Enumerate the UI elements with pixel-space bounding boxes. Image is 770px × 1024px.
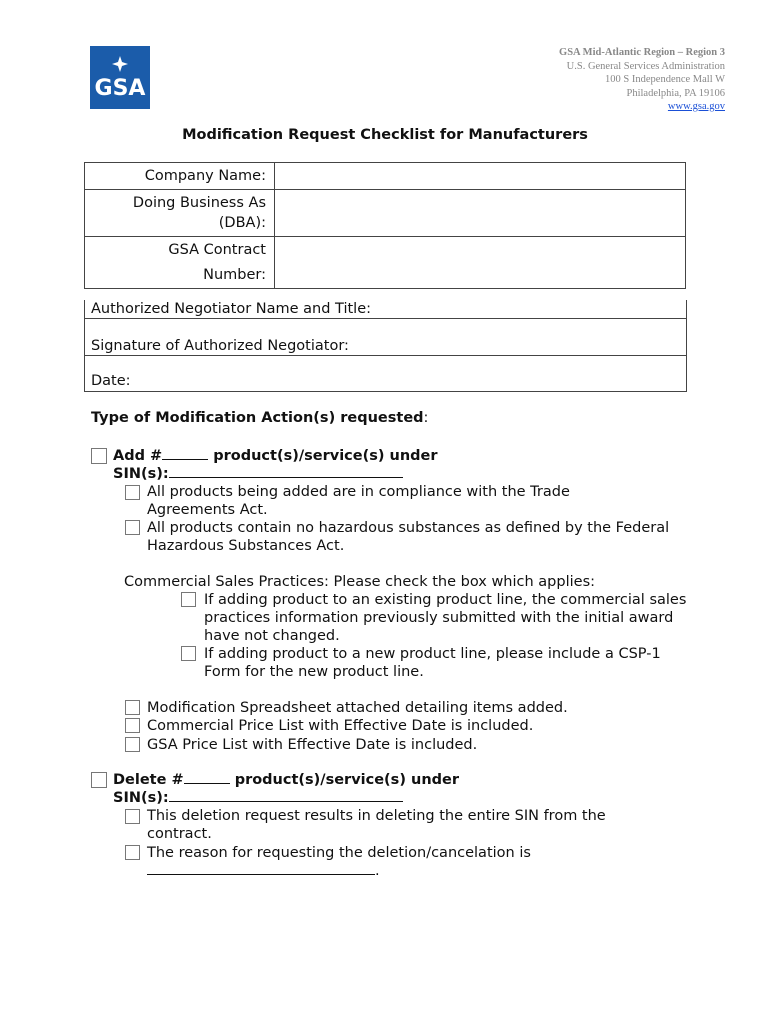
contract-number-label: GSA Contract Number: [85, 237, 275, 289]
commercial-price-list-text: Commercial Price List with Effective Date is included. [147, 718, 534, 734]
delete-reason-text: The reason for requesting the deletion/cancelation is . [147, 845, 531, 879]
date-label: Date: [91, 373, 131, 389]
csp-new-line-checkbox[interactable] [181, 646, 196, 661]
dba-field[interactable] [275, 190, 686, 237]
region-name: GSA Mid-Atlantic Region – Region 3 [559, 47, 725, 58]
add-trade-agreements-text: All products being added are in compliance with the Trade Agreements Act. [147, 484, 570, 518]
contract-number-field[interactable] [275, 237, 686, 289]
gsa-star-icon [112, 56, 128, 72]
company-name-field[interactable] [275, 163, 686, 190]
commercial-price-list-checkbox[interactable] [125, 718, 140, 733]
add-trade-agreements-checkbox[interactable] [125, 485, 140, 500]
delete-reason-checkbox[interactable] [125, 845, 140, 860]
add-hazardous-checkbox[interactable] [125, 520, 140, 535]
agency-name: U.S. General Services Administration [566, 60, 725, 72]
csp-existing-line-checkbox[interactable] [181, 592, 196, 607]
website-link[interactable]: www.gsa.gov [667, 101, 725, 112]
negotiator-name-label: Authorized Negotiator Name and Title: [91, 301, 371, 317]
gsa-price-list-text: GSA Price List with Effective Date is included. [147, 737, 478, 753]
modification-spreadsheet-checkbox[interactable] [125, 700, 140, 715]
delete-entire-sin-checkbox[interactable] [125, 809, 140, 824]
add-label: Add # product(s)/service(s) under [113, 448, 438, 464]
delete-entire-sin-text: This deletion request results in deleting the entire SIN from the contract. [147, 808, 606, 842]
delete-sin-label: SIN(s): [113, 789, 403, 807]
street-address: 100 S Independence Mall W [605, 74, 725, 85]
company-name-label: Company Name: [85, 163, 275, 190]
delete-label: Delete # product(s)/service(s) under [113, 772, 459, 788]
page-title: Modification Request Checklist for Manufacturers [182, 127, 588, 143]
logo-text: GSA [94, 76, 146, 101]
csp-existing-line-text: If adding product to an existing product line, the commercial sales practices information previously submitted with the initial award have not changed. [204, 592, 687, 644]
csp-heading: Commercial Sales Practices: Please check the box which applies: [124, 574, 596, 590]
city-state-zip: Philadelphia, PA 19106 [626, 87, 725, 99]
add-sin-label: SIN(s): [113, 465, 403, 483]
company-info-table [84, 162, 686, 289]
add-checkbox[interactable] [91, 448, 107, 464]
address-block [559, 46, 725, 114]
dba-label: Doing Business As (DBA): [85, 190, 275, 237]
signature-label: Signature of Authorized Negotiator: [91, 338, 349, 354]
add-hazardous-text: All products contain no hazardous substances as defined by the Federal Hazardous Substances Act. [147, 520, 670, 554]
gsa-logo [90, 46, 150, 109]
modification-spreadsheet-text: Modification Spreadsheet attached detailing items added. [147, 700, 568, 716]
section-heading: Type of Modification Action(s) requested: [91, 410, 429, 426]
gsa-price-list-checkbox[interactable] [125, 737, 140, 752]
negotiator-box [84, 300, 687, 392]
delete-checkbox[interactable] [91, 772, 107, 788]
csp-new-line-text: If adding product to a new product line, please include a CSP-1 Form for the new product line. [204, 646, 661, 680]
